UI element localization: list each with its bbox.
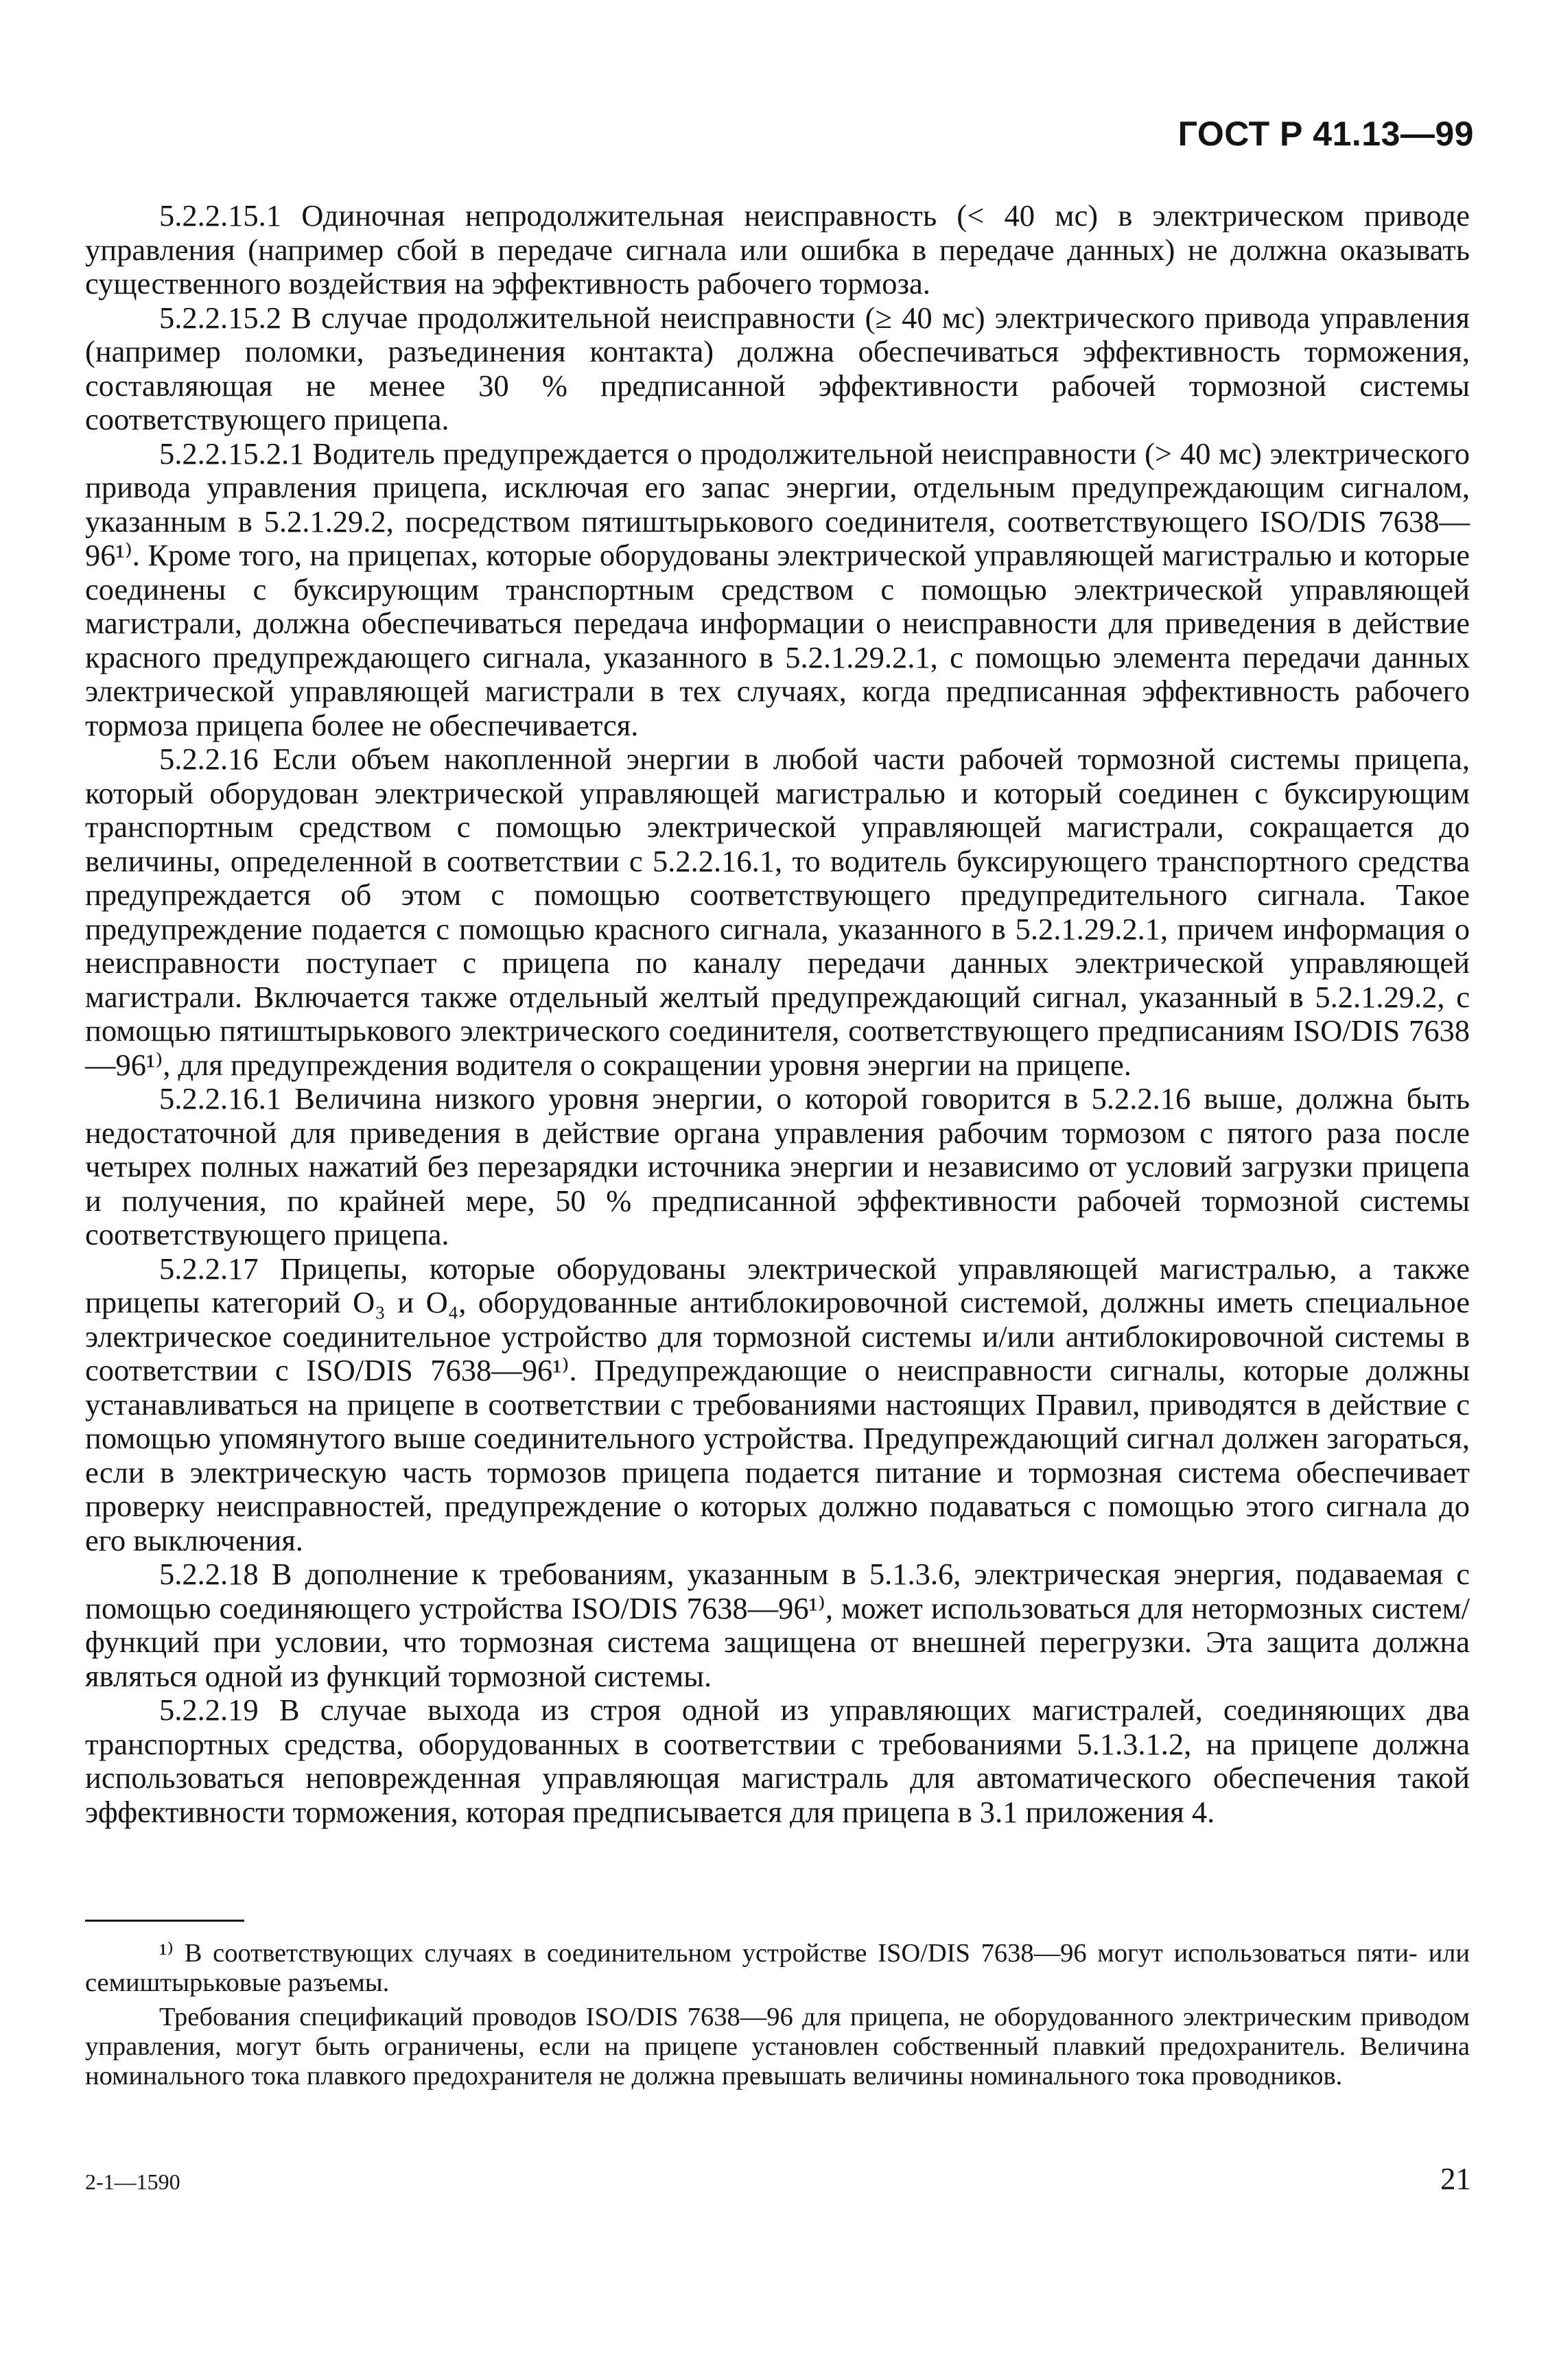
paragraph-5-2-2-19: 5.2.2.19 В случае выхода из строя одной из управляющих магистралей, соединяющих два транспортных средства, оборудованных в соответствии с требованиями 5.1.3.1.2, на прицепе должна использоваться неповрежденная управляющая магистраль для автоматического обеспечения такой эффективности торможения, которая предписывается для прицепа в 3.1 приложения 4. bbox=[85, 1693, 1470, 1829]
paragraph-5-2-2-17: 5.2.2.17 Прицепы, которые оборудованы электрической управляющей магистралью, а также прицепы категорий O₃ и O₄, оборудованные антиблокировочной системой, должны иметь специальное электрическое соединительное устройство для тормозной системы и/или антиблокировочной системы в соответствии с ISO/DIS 7638—96¹⁾. Предупреждающие о неисправности сигналы, которые должны устанавливаться на прицепе в соответствии с требованиями настоящих Правил, приводятся в действие с помощью упомянутого выше соединительного устройства. Предупреждающий сигнал должен загораться, если в электрическую часть тормозов прицепа подается питание и тормозная система обеспечивает проверку неисправностей, предупреждение о которых должно подаваться с помощью этого сигнала до его выключения. bbox=[85, 1251, 1470, 1557]
body-text bbox=[85, 199, 1470, 1829]
footnote-divider bbox=[85, 1920, 244, 1922]
paragraph-5-2-2-15-2-1: 5.2.2.15.2.1 Водитель предупреждается о продолжительной неисправности (> 40 мс) электрического привода управления прицепа, исключая его запас энергии, отдельным предупреждающим сигналом, указанным в 5.2.1.29.2, посредством пятиштырькового соединителя, соответствующего ISO/DIS 7638—96¹⁾. Кроме того, на прицепах, которые оборудованы электрической управляющей магистралью и которые соединены с буксирующим транспортным средством с помощью электрической управляющей магистрали, должна обеспечиваться передача информации о неисправности для приведения в действие красного предупреждающего сигнала, указанного в 5.2.1.29.2.1, с помощью элемента передачи данных электрической управляющей магистрали в тех случаях, когда предписанная эффективность рабочего тормоза прицепа более не обеспечивается. bbox=[85, 436, 1470, 742]
paragraph-5-2-2-16-1: 5.2.2.16.1 Величина низкого уровня энергии, о которой говорится в 5.2.2.16 выше, должна быть недостаточной для приведения в действие органа управления рабочим тормозом с пятого раза после четырех полных нажатий без перезарядки источника энергии и независимо от условий загрузки прицепа и получения, по крайней мере, 50 % предписанной эффективности рабочей тормозной системы соответствующего прицепа. bbox=[85, 1081, 1470, 1251]
footnote-wire-requirements: Требования спецификаций проводов ISO/DIS 7638—96 для прицепа, не оборудованного электрическим приводом управления, могут быть ограничены, если на прицепе установлен собственный плавкий предохранитель. Величина номинального тока плавкого предохранителя не должна превышать величины номинального тока проводников. bbox=[85, 2003, 1470, 2090]
paragraph-5-2-2-16: 5.2.2.16 Если объем накопленной энергии в любой части рабочей тормозной системы прицепа, который оборудован электрической управляющей магистралью и который соединен с буксирующим транспортным средством с помощью электрической управляющей магистрали, сокращается до величины, определенной в соответствии с 5.2.2.16.1, то водитель буксирующего транспортного средства предупреждается об этом с помощью соответствующего предупредительного сигнала. Такое предупреждение подается с помощью красного сигнала, указанного в 5.2.1.29.2.1, причем информация о неисправности поступает с прицепа по каналу передачи данных электрической управляющей магистрали. Включается также отдельный желтый предупреждающий сигнал, указанный в 5.2.1.29.2, с помощью пятиштырькового электрического соединителя, соответствующего предписаниям ISO/DIS 7638—96¹⁾, для предупреждения водителя о сокращении уровня энергии на прицепе. bbox=[85, 742, 1470, 1082]
document-code-header: ГОСТ Р 41.13—99 bbox=[1177, 115, 1474, 153]
paragraph-5-2-2-18: 5.2.2.18 В дополнение к требованиям, указанным в 5.1.3.6, электрическая энергия, подаваемая с помощью соединяющего устройства ISO/DIS 7638—96¹⁾, может использоваться для нетормозных систем/функций при условии, что тормозная система защищена от внешней перегрузки. Эта защита должна являться одной из функций тормозной системы. bbox=[85, 1557, 1470, 1693]
page-number: 21 bbox=[1440, 2162, 1471, 2196]
footnotes bbox=[85, 1939, 1470, 2096]
footnote-1: ¹⁾ В соответствующих случаях в соединительном устройстве ISO/DIS 7638—96 могут использоваться пяти- или семиштырьковые разъемы. bbox=[85, 1939, 1470, 1997]
paragraph-5-2-2-15-2: 5.2.2.15.2 В случае продолжительной неисправности (≥ 40 мс) электрического привода управления (например поломки, разъединения контакта) должна обеспечиваться эффективность торможения, составляющая не менее 30 % предписанной эффективности рабочей тормозной системы соответствующего прицепа. bbox=[85, 300, 1470, 436]
paragraph-5-2-2-15-1: 5.2.2.15.1 Одиночная непродолжительная неисправность (< 40 мс) в электрическом приводе управления (например сбой в передаче сигнала или ошибка в передаче данных) не должна оказывать существенного воздействия на эффективность рабочего тормоза. bbox=[85, 198, 1470, 301]
print-code: 2-1—1590 bbox=[85, 2169, 180, 2194]
